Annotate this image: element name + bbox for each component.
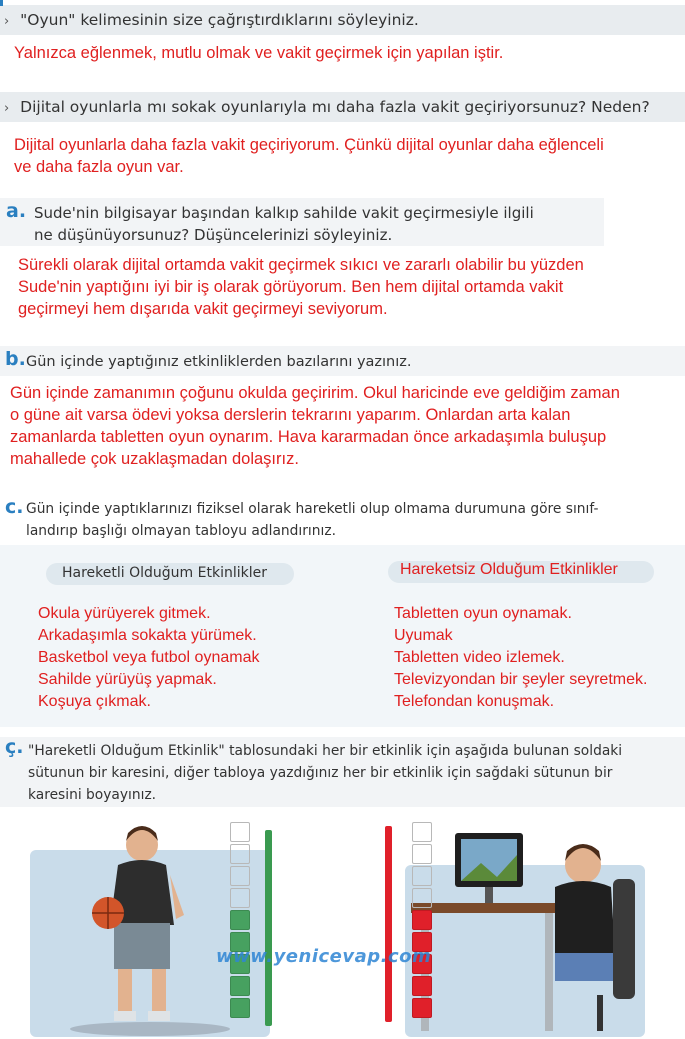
answer-b-line-4: mahallede çok uzaklaşmadan dolaşırız. [10,450,299,468]
answer-b-line-3: zamanlarda tabletten oyun oynarım. Hava kararmadan önce arkadaşımla buluşup [10,428,607,446]
activities-table [0,545,685,727]
right-coloring-column [412,822,432,1022]
right-item: Tabletten oyun oynamak. [394,605,572,622]
question-1-bar [0,5,685,35]
question-a-line-1: Sude'nin bilgisayar başından kalkıp sahilde vakit geçirmesiyle ilgili [34,204,534,222]
watermark: www.yenicevap.com [216,946,432,967]
left-item: Okula yürüyerek gitmek. [38,605,211,622]
top-edge-mark [0,0,3,6]
chevron-right-icon: › [4,101,10,116]
answer-a-line-3: geçirmeyi hem dışarıda vakit geçirmeyi seviyorum. [18,300,388,318]
left-item: Koşuya çıkmak. [38,693,151,710]
answer-1: Yalnızca eğlenmek, mutlu olmak ve vakit geçirmek için yapılan iştir. [14,44,504,62]
letter-a: a. [6,200,27,222]
left-header: Hareketli Olduğum Etkinlikler [62,565,267,581]
question-cc-line-2: sütunun bir karesini, diğer tabloya yazdığınız her bir etkinlik için sağdaki sütunun bir [28,765,613,781]
computer-kid-illustration [405,815,645,1037]
question-1-text: "Oyun" kelimesinin size çağrıştırdıklarını söyleyiniz. [20,11,419,29]
letter-cc: ç. [5,736,24,758]
right-item: Telefondan konuşmak. [394,693,555,710]
right-red-bar [385,826,392,1022]
left-green-bar [265,830,272,1026]
left-coloring-column [230,822,250,1022]
right-item: Tabletten video izlemek. [394,649,565,666]
answer-b-line-2: o güne ait varsa ödevi yoksa derslerin tekrarını yaparım. Onlardan arta kalan [10,406,571,424]
coloring-square[interactable] [412,844,432,864]
question-cc-line-1: "Hareketli Olduğum Etkinlik" tablosundaki her bir etkinlik için aşağıda bulunan soldaki [28,743,623,759]
coloring-square[interactable] [230,888,250,908]
coloring-square[interactable] [230,976,250,996]
right-item: Uyumak [394,627,453,644]
left-item: Arkadaşımla sokakta yürümek. [38,627,257,644]
letter-b: b. [5,348,26,370]
answer-b-line-1: Gün içinde zamanımın çoğunu okulda geçiririm. Okul haricinde eve geldiğim zaman [10,384,620,402]
question-c-line-2: landırıp başlığı olmayan tabloyu adlandırınız. [26,523,336,539]
question-c-line-1: Gün içinde yaptıklarınızı fiziksel olarak hareketli olup olmama durumuna göre sınıf- [26,501,599,517]
letter-c: c. [5,496,24,518]
question-a-line-2: ne düşünüyorsunuz? Düşüncelerinizi söyleyiniz. [34,226,393,244]
coloring-square[interactable] [230,866,250,886]
coloring-square[interactable] [412,888,432,908]
question-2-bar [0,92,685,122]
coloring-square[interactable] [412,998,432,1018]
right-header: Hareketsiz Olduğum Etkinlikler [400,561,618,578]
question-b-text: Gün içinde yaptığınız etkinliklerden bazılarını yazınız. [26,354,412,370]
coloring-square[interactable] [230,998,250,1018]
right-item: Televizyondan bir şeyler seyretmek. [394,671,648,688]
coloring-square[interactable] [230,910,250,930]
coloring-square[interactable] [412,910,432,930]
answer-2-line-2: ve daha fazla oyun var. [14,158,184,176]
answer-2-line-1: Dijital oyunlarla daha fazla vakit geçiriyorum. Çünkü dijital oyunlar daha eğlenceli [14,136,604,154]
question-cc-line-3: karesini boyayınız. [28,787,157,803]
coloring-square[interactable] [412,822,432,842]
left-item: Basketbol veya futbol oynamak [38,649,260,666]
coloring-square[interactable] [230,822,250,842]
coloring-square[interactable] [412,976,432,996]
answer-a-line-1: Sürekli olarak dijital ortamda vakit geçirmek sıkıcı ve zararlı olabilir bu yüzden [18,256,584,274]
coloring-square[interactable] [412,866,432,886]
left-item: Sahilde yürüyüş yapmak. [38,671,217,688]
chevron-right-icon: › [4,14,10,29]
question-2-text: Dijital oyunlarla mı sokak oyunlarıyla mı daha fazla vakit geçiriyorsunuz? Neden? [20,98,650,116]
coloring-square[interactable] [230,844,250,864]
answer-a-line-2: Sude'nin yaptığını iyi bir iş olarak görüyorum. Ben hem dijital ortamda vakit [18,278,564,296]
